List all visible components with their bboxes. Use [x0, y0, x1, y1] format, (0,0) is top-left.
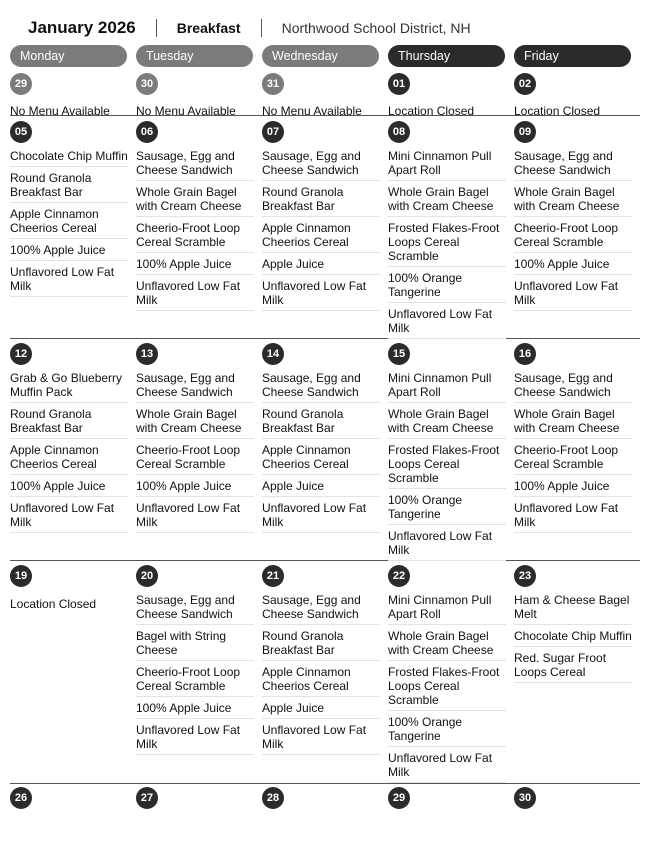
date-badge: 06	[136, 121, 158, 143]
menu-item: Unflavored Low Fat Milk	[262, 275, 380, 311]
menu-item: Apple Juice	[262, 697, 380, 719]
menu-item: Unflavored Low Fat Milk	[136, 719, 254, 755]
menu-item: Apple Cinnamon Cheerios Cereal	[262, 439, 380, 475]
menu-item: Sausage, Egg and Cheese Sandwich	[136, 371, 254, 403]
date-badge: 23	[514, 565, 536, 587]
date-badge: 29	[10, 73, 32, 95]
menu-item: Sausage, Egg and Cheese Sandwich	[514, 149, 632, 181]
menu-item: Round Granola Breakfast Bar	[10, 403, 128, 439]
date-badge: 09	[514, 121, 536, 143]
date-badge: 22	[388, 565, 410, 587]
menu-item: 100% Apple Juice	[136, 697, 254, 719]
date-badge: 28	[262, 787, 284, 809]
day-status-note: Location Closed	[10, 597, 97, 611]
day-status-note: No Menu Available	[262, 104, 362, 118]
date-badge: 02	[514, 73, 536, 95]
date-badge: 14	[262, 343, 284, 365]
menu-item: Unflavored Low Fat Milk	[262, 497, 380, 533]
date-badge: 16	[514, 343, 536, 365]
day-menu-list	[136, 371, 254, 533]
date-badge: 15	[388, 343, 410, 365]
date-badge: 05	[10, 121, 32, 143]
calendar-header	[28, 17, 471, 39]
menu-item: Frosted Flakes-Froot Loops Cereal Scramble	[388, 439, 506, 489]
menu-item: Unflavored Low Fat Milk	[136, 275, 254, 311]
menu-item: Sausage, Egg and Cheese Sandwich	[262, 593, 380, 625]
date-badge: 19	[10, 565, 32, 587]
menu-item: Mini Cinnamon Pull Apart Roll	[388, 593, 506, 625]
menu-item: 100% Apple Juice	[514, 253, 632, 275]
date-badge: 20	[136, 565, 158, 587]
menu-item: Grab & Go Blueberry Muffin Pack	[10, 371, 128, 403]
menu-item: Sausage, Egg and Cheese Sandwich	[514, 371, 632, 403]
day-status-note: No Menu Available	[136, 104, 236, 118]
menu-item: Round Granola Breakfast Bar	[262, 403, 380, 439]
menu-item: Apple Cinnamon Cheerios Cereal	[262, 217, 380, 253]
menu-item: 100% Apple Juice	[136, 253, 254, 275]
menu-item: Apple Juice	[262, 253, 380, 275]
week-divider	[10, 338, 640, 339]
menu-item: Cheerio-Froot Loop Cereal Scramble	[136, 439, 254, 475]
menu-item: Unflavored Low Fat Milk	[514, 497, 632, 533]
menu-item: Unflavored Low Fat Milk	[388, 525, 506, 561]
menu-item: Apple Cinnamon Cheerios Cereal	[10, 203, 128, 239]
menu-item: Whole Grain Bagel with Cream Cheese	[388, 625, 506, 661]
menu-item: Unflavored Low Fat Milk	[10, 497, 128, 533]
menu-item: Whole Grain Bagel with Cream Cheese	[388, 403, 506, 439]
date-badge: 26	[10, 787, 32, 809]
day-header-friday: Friday	[514, 45, 631, 67]
day-menu-list	[514, 149, 632, 311]
date-badge: 08	[388, 121, 410, 143]
menu-item: Sausage, Egg and Cheese Sandwich	[136, 593, 254, 625]
menu-item: Bagel with String Cheese	[136, 625, 254, 661]
month-title: January 2026	[28, 18, 136, 37]
menu-item: Sausage, Egg and Cheese Sandwich	[136, 149, 254, 181]
menu-item: Apple Juice	[262, 475, 380, 497]
day-status-note: Location Closed	[388, 104, 475, 118]
meal-type: Breakfast	[176, 20, 241, 36]
menu-item: Whole Grain Bagel with Cream Cheese	[514, 403, 632, 439]
menu-item: Mini Cinnamon Pull Apart Roll	[388, 149, 506, 181]
date-badge: 30	[136, 73, 158, 95]
menu-item: Whole Grain Bagel with Cream Cheese	[136, 181, 254, 217]
day-menu-list	[10, 371, 128, 533]
menu-item: 100% Orange Tangerine	[388, 489, 506, 525]
day-header-monday: Monday	[10, 45, 127, 67]
date-badge: 30	[514, 787, 536, 809]
menu-item: Cheerio-Froot Loop Cereal Scramble	[514, 439, 632, 475]
date-badge: 13	[136, 343, 158, 365]
menu-item: Frosted Flakes-Froot Loops Cereal Scramble	[388, 217, 506, 267]
menu-item: Chocolate Chip Muffin	[10, 149, 128, 167]
header-divider	[156, 19, 157, 37]
date-badge: 01	[388, 73, 410, 95]
day-menu-list	[514, 593, 632, 683]
day-menu-list	[388, 149, 506, 339]
menu-item: 100% Orange Tangerine	[388, 711, 506, 747]
menu-item: Sausage, Egg and Cheese Sandwich	[262, 371, 380, 403]
menu-item: Unflavored Low Fat Milk	[388, 747, 506, 783]
menu-item: Round Granola Breakfast Bar	[262, 181, 380, 217]
menu-item: Cheerio-Froot Loop Cereal Scramble	[136, 217, 254, 253]
menu-item: Apple Cinnamon Cheerios Cereal	[10, 439, 128, 475]
menu-item: Unflavored Low Fat Milk	[388, 303, 506, 339]
district-name: Northwood School District, NH	[281, 20, 471, 36]
day-menu-list	[514, 371, 632, 533]
menu-item: Chocolate Chip Muffin	[514, 625, 632, 647]
day-header-wednesday: Wednesday	[262, 45, 379, 67]
header-divider	[261, 19, 262, 37]
menu-item: Unflavored Low Fat Milk	[514, 275, 632, 311]
menu-item: Round Granola Breakfast Bar	[10, 167, 128, 203]
day-header-thursday: Thursday	[388, 45, 505, 67]
menu-item: Whole Grain Bagel with Cream Cheese	[388, 181, 506, 217]
menu-item: Unflavored Low Fat Milk	[262, 719, 380, 755]
menu-item: 100% Orange Tangerine	[388, 267, 506, 303]
menu-item: Whole Grain Bagel with Cream Cheese	[514, 181, 632, 217]
date-badge: 27	[136, 787, 158, 809]
day-header-tuesday: Tuesday	[136, 45, 253, 67]
week-divider	[10, 783, 640, 784]
day-menu-list	[262, 371, 380, 533]
date-badge: 12	[10, 343, 32, 365]
menu-item: Unflavored Low Fat Milk	[10, 261, 128, 297]
menu-item: Whole Grain Bagel with Cream Cheese	[136, 403, 254, 439]
date-badge: 29	[388, 787, 410, 809]
menu-item: Mini Cinnamon Pull Apart Roll	[388, 371, 506, 403]
menu-item: Cheerio-Froot Loop Cereal Scramble	[136, 661, 254, 697]
day-menu-list	[262, 149, 380, 311]
menu-item: Frosted Flakes-Froot Loops Cereal Scramble	[388, 661, 506, 711]
menu-item: Unflavored Low Fat Milk	[136, 497, 254, 533]
day-menu-list	[388, 593, 506, 783]
day-status-note: No Menu Available	[10, 104, 110, 118]
menu-item: 100% Apple Juice	[136, 475, 254, 497]
day-status-note: Location Closed	[514, 104, 601, 118]
menu-item: Apple Cinnamon Cheerios Cereal	[262, 661, 380, 697]
menu-item: Red. Sugar Froot Loops Cereal	[514, 647, 632, 683]
menu-item: 100% Apple Juice	[10, 239, 128, 261]
day-menu-list	[388, 371, 506, 561]
date-badge: 07	[262, 121, 284, 143]
date-badge: 31	[262, 73, 284, 95]
menu-item: Round Granola Breakfast Bar	[262, 625, 380, 661]
day-menu-list	[10, 149, 128, 297]
menu-item: Sausage, Egg and Cheese Sandwich	[262, 149, 380, 181]
menu-item: Ham & Cheese Bagel Melt	[514, 593, 632, 625]
menu-item: 100% Apple Juice	[514, 475, 632, 497]
date-badge: 21	[262, 565, 284, 587]
day-menu-list	[136, 149, 254, 311]
menu-item: 100% Apple Juice	[10, 475, 128, 497]
menu-item: Cheerio-Froot Loop Cereal Scramble	[514, 217, 632, 253]
day-menu-list	[136, 593, 254, 755]
day-menu-list	[262, 593, 380, 755]
week-divider	[10, 560, 640, 561]
